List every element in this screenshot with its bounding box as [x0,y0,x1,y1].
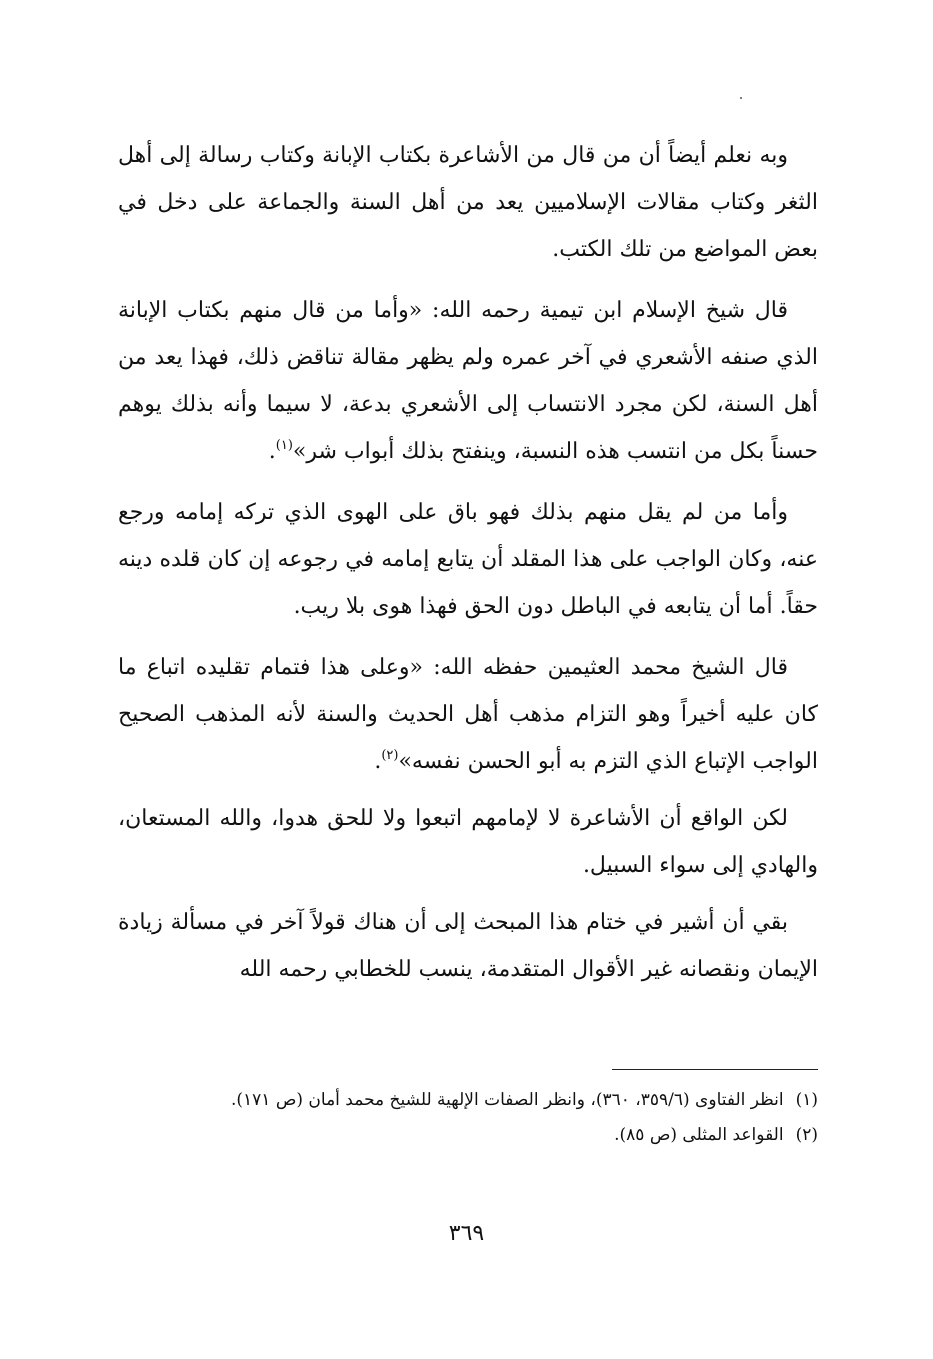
paragraph-1-text: وبه نعلم أيضاً أن من قال من الأشاعرة بكتاب الإبانة وكتاب رسالة إلى أهل الثغر وكتاب مقالات الإسلاميين يعد من أهل السنة والجماعة على دخل في بعض المواضع من تلك الكتب. [118,143,818,262]
paragraph-5-text: لكن الواقع أن الأشاعرة لا لإمامهم اتبعوا ولا للحق هدوا، والله المستعان، والهادي إلى سواء السبيل. [118,806,818,878]
paragraph-6-text: بقي أن أشير في ختام هذا المبحث إلى أن هناك قولاً آخر في مسألة زيادة الإيمان ونقصانه غير الأقوال المتقدمة، ينسب للخطابي رحمه الله [118,910,818,982]
footnote-ref-1: (١) [275,438,293,453]
paragraph-2-tail: . [268,439,276,464]
paragraph-2-text: قال شيخ الإسلام ابن تيمية رحمه الله: «وأما من قال منهم بكتاب الإبانة الذي صنفه الأشعري في آخر عمره ولم يظهر مقالة تناقض ذلك، فهذا يعد من أهل السنة، لكن مجرد الانتساب إلى الأشعري بدعة، لا سيما وأنه بذلك يوهم حسناً بكل من انتسب هذه النسبة، وينفتح بذلك أبواب شر» [118,298,818,464]
paragraph-4 [118,644,818,785]
paragraph-6 [118,899,818,993]
paragraph-3 [118,489,818,630]
footnote-2-text: القواعد المثلى (ص ٨٥). [614,1125,784,1145]
footnote-2-number: (٢) [795,1125,818,1145]
paragraph-1 [118,132,818,273]
footnote-separator [612,1069,818,1070]
main-text [118,132,818,1007]
paragraph-4-tail: . [374,749,382,774]
footnote-1 [118,1085,818,1116]
footnote-ref-2: (٢) [381,748,399,763]
footnote-2 [118,1120,818,1151]
paragraph-3-text: وأما من لم يقل منهم بذلك فهو باق على الهوى الذي تركه إمامه ورجع عنه، وكان الواجب على هذا المقلد أن يتابع إمامه في رجوعه إن كان قلده دينه حقاً. أما أن يتابعه في الباطل دون الحق فهذا هوى بلا ريب. [118,500,818,619]
paragraph-2 [118,287,818,475]
page-number: ٣٦٩ [448,1221,485,1246]
paragraph-4-text: قال الشيخ محمد العثيمين حفظه الله: «وعلى هذا فتمام تقليده اتباع ما كان عليه أخيراً وهو التزام مذهب أهل الحديث والسنة لأنه المذهب الصحيح الواجب الإتباع الذي التزم به أبو الحسن نفسه» [118,655,818,774]
footnote-1-text: انظر الفتاوى (٣٥٩/٦، ٣٦٠)، وانظر الصفات الإلهية للشيخ محمد أمان (ص ١٧١). [230,1090,784,1110]
paragraph-5 [118,795,818,889]
scan-speck [740,97,742,99]
footnotes [118,1085,818,1155]
footnote-1-number: (١) [795,1090,818,1110]
